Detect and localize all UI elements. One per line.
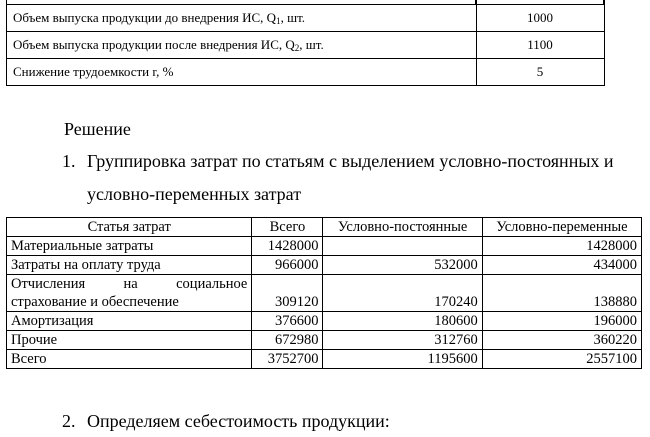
cell-variable: 196000 — [482, 312, 641, 331]
params-row — [7, 31, 605, 58]
cell-fixed: 532000 — [323, 256, 482, 275]
step1-line1: Группировка затрат по статьям с выделением условно-постоянных и — [87, 151, 614, 171]
cell-total: 672980 — [252, 331, 323, 350]
table-row — [7, 256, 642, 275]
cell-article: Материальные затраты — [7, 237, 252, 256]
cell-variable: 2557100 — [482, 350, 641, 369]
cell-fixed: 180600 — [323, 312, 482, 331]
params-cell-value: 1000 — [476, 4, 604, 31]
cell-total: 376600 — [252, 312, 323, 331]
cell-variable: 1428000 — [482, 237, 641, 256]
cell-total: 1428000 — [252, 237, 323, 256]
table-row — [7, 275, 642, 312]
cost-table-header-row — [7, 218, 642, 237]
cell-article: Амортизация — [7, 312, 252, 331]
cost-table — [6, 217, 642, 369]
table-row — [7, 237, 642, 256]
step2-number: 2. — [62, 411, 76, 431]
col-header-article: Статья затрат — [7, 218, 252, 237]
col-header-total: Всего — [252, 218, 323, 237]
table-row-total — [7, 350, 642, 369]
cell-article-line1: Отчисления на социальное — [11, 276, 248, 292]
cell-article: Прочие — [7, 331, 252, 350]
cell-fixed: 170240 — [323, 275, 482, 312]
cell-total: 3752700 — [252, 350, 323, 369]
table-row — [7, 331, 642, 350]
table-row — [7, 312, 642, 331]
solution-heading: Решение — [64, 119, 131, 139]
cell-article — [7, 275, 252, 312]
cell-article: Всего — [7, 350, 252, 369]
params-cell-label: Объем выпуска продукции до внедрения ИС, $Q_1$, шт. — [7, 4, 477, 31]
params-cell-label: Объем выпуска продукции после внедрения ИС, $Q_2$, шт. — [7, 31, 477, 58]
col-header-fixed: Условно-постоянные — [323, 218, 482, 237]
cell-article: Затраты на оплату труда — [7, 256, 252, 275]
cell-variable: 360220 — [482, 331, 641, 350]
step1-number: 1. — [62, 151, 76, 171]
params-table — [6, 0, 605, 86]
cell-fixed: 312760 — [323, 331, 482, 350]
step1-line2: условно-переменных затрат — [87, 184, 302, 204]
params-cell-value: 5 — [476, 58, 604, 85]
params-cell-value: 1100 — [476, 31, 604, 58]
params-row — [7, 4, 605, 31]
step2-text: Определяем себестоимость продукции: — [87, 411, 390, 431]
col-header-variable: Условно-переменные — [482, 218, 641, 237]
cell-total: 966000 — [252, 256, 323, 275]
params-row — [7, 58, 605, 85]
cell-fixed — [323, 237, 482, 256]
cell-article-line2: страхование и обеспечение — [11, 294, 179, 310]
cell-variable: 434000 — [482, 256, 641, 275]
params-cell-label: Снижение трудоемкости r, % — [7, 58, 477, 85]
cell-fixed: 1195600 — [323, 350, 482, 369]
cell-total: 309120 — [252, 275, 323, 312]
cell-variable: 138880 — [482, 275, 641, 312]
